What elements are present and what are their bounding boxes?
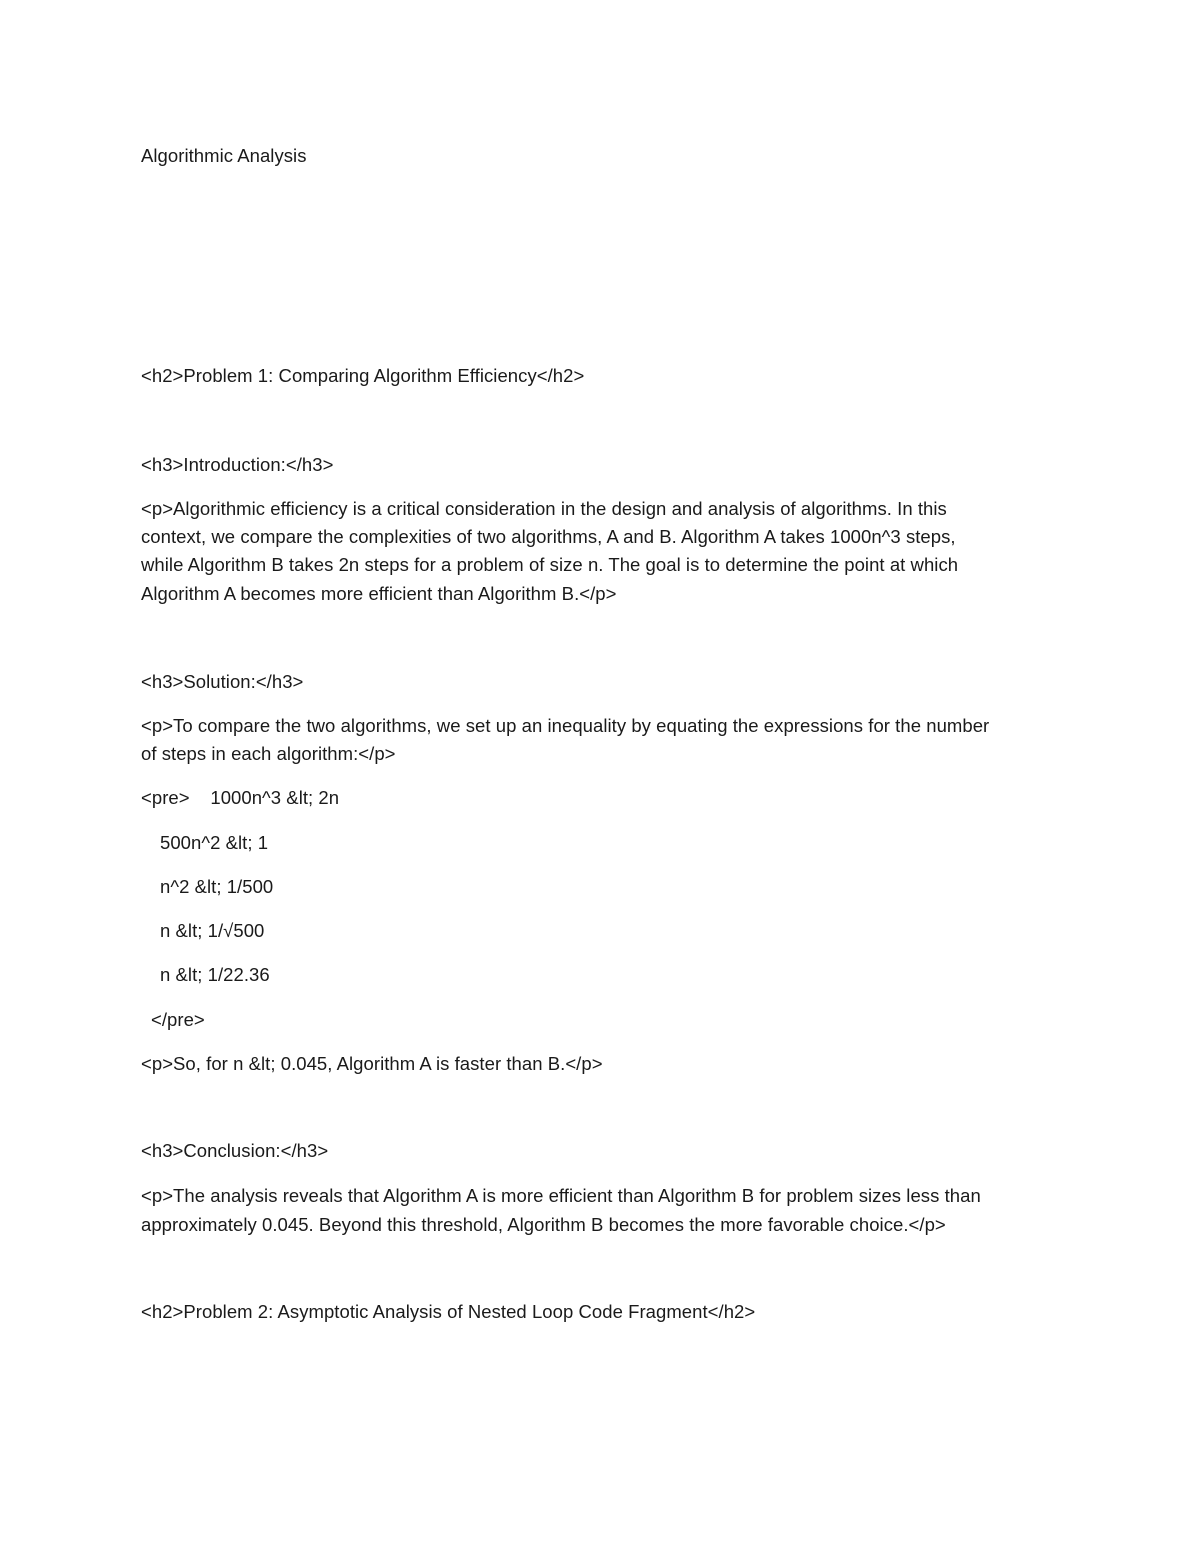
solution-paragraph-line: <p>To compare the two algorithms, we set up an inequality by equating the expressions for the number <box>141 715 990 736</box>
solution-paragraph-line: of steps in each algorithm:</p> <box>141 743 396 764</box>
pre-close-line: </pre> <box>151 1009 205 1030</box>
pre-line: n &lt; 1/22.36 <box>160 964 270 985</box>
problem2-heading: <h2>Problem 2: Asymptotic Analysis of Nested Loop Code Fragment</h2> <box>141 1301 756 1322</box>
conclusion-heading: <h3>Conclusion:</h3> <box>141 1140 329 1161</box>
intro-paragraph-line: <p>Algorithmic efficiency is a critical consideration in the design and analysis of algorithms. In this <box>141 498 947 519</box>
pre-line: <pre> 1000n^3 &lt; 2n <box>141 787 340 808</box>
problem1-heading: <h2>Problem 1: Comparing Algorithm Efficiency</h2> <box>141 365 585 386</box>
conclusion-paragraph-line: <p>The analysis reveals that Algorithm A is more efficient than Algorithm B for problem sizes less than <box>141 1185 981 1206</box>
introduction-heading: <h3>Introduction:</h3> <box>141 454 334 475</box>
intro-paragraph-line: Algorithm A becomes more efficient than Algorithm B.</p> <box>141 583 617 604</box>
pre-line: n &lt; 1/√500 <box>160 920 265 941</box>
pre-line: n^2 &lt; 1/500 <box>160 876 274 897</box>
conclusion-paragraph-line: approximately 0.045. Beyond this threshold, Algorithm B becomes the more favorable choice.</p> <box>141 1214 946 1235</box>
intro-paragraph-line: context, we compare the complexities of two algorithms, A and B. Algorithm A takes 1000n^3 steps, <box>141 526 956 547</box>
pre-line: 500n^2 &lt; 1 <box>160 832 269 853</box>
document-title: Algorithmic Analysis <box>141 145 307 166</box>
intro-paragraph-line: while Algorithm B takes 2n steps for a problem of size n. The goal is to determine the point at which <box>141 554 959 575</box>
result-paragraph: <p>So, for n &lt; 0.045, Algorithm A is faster than B.</p> <box>141 1053 603 1074</box>
solution-heading: <h3>Solution:</h3> <box>141 671 304 692</box>
